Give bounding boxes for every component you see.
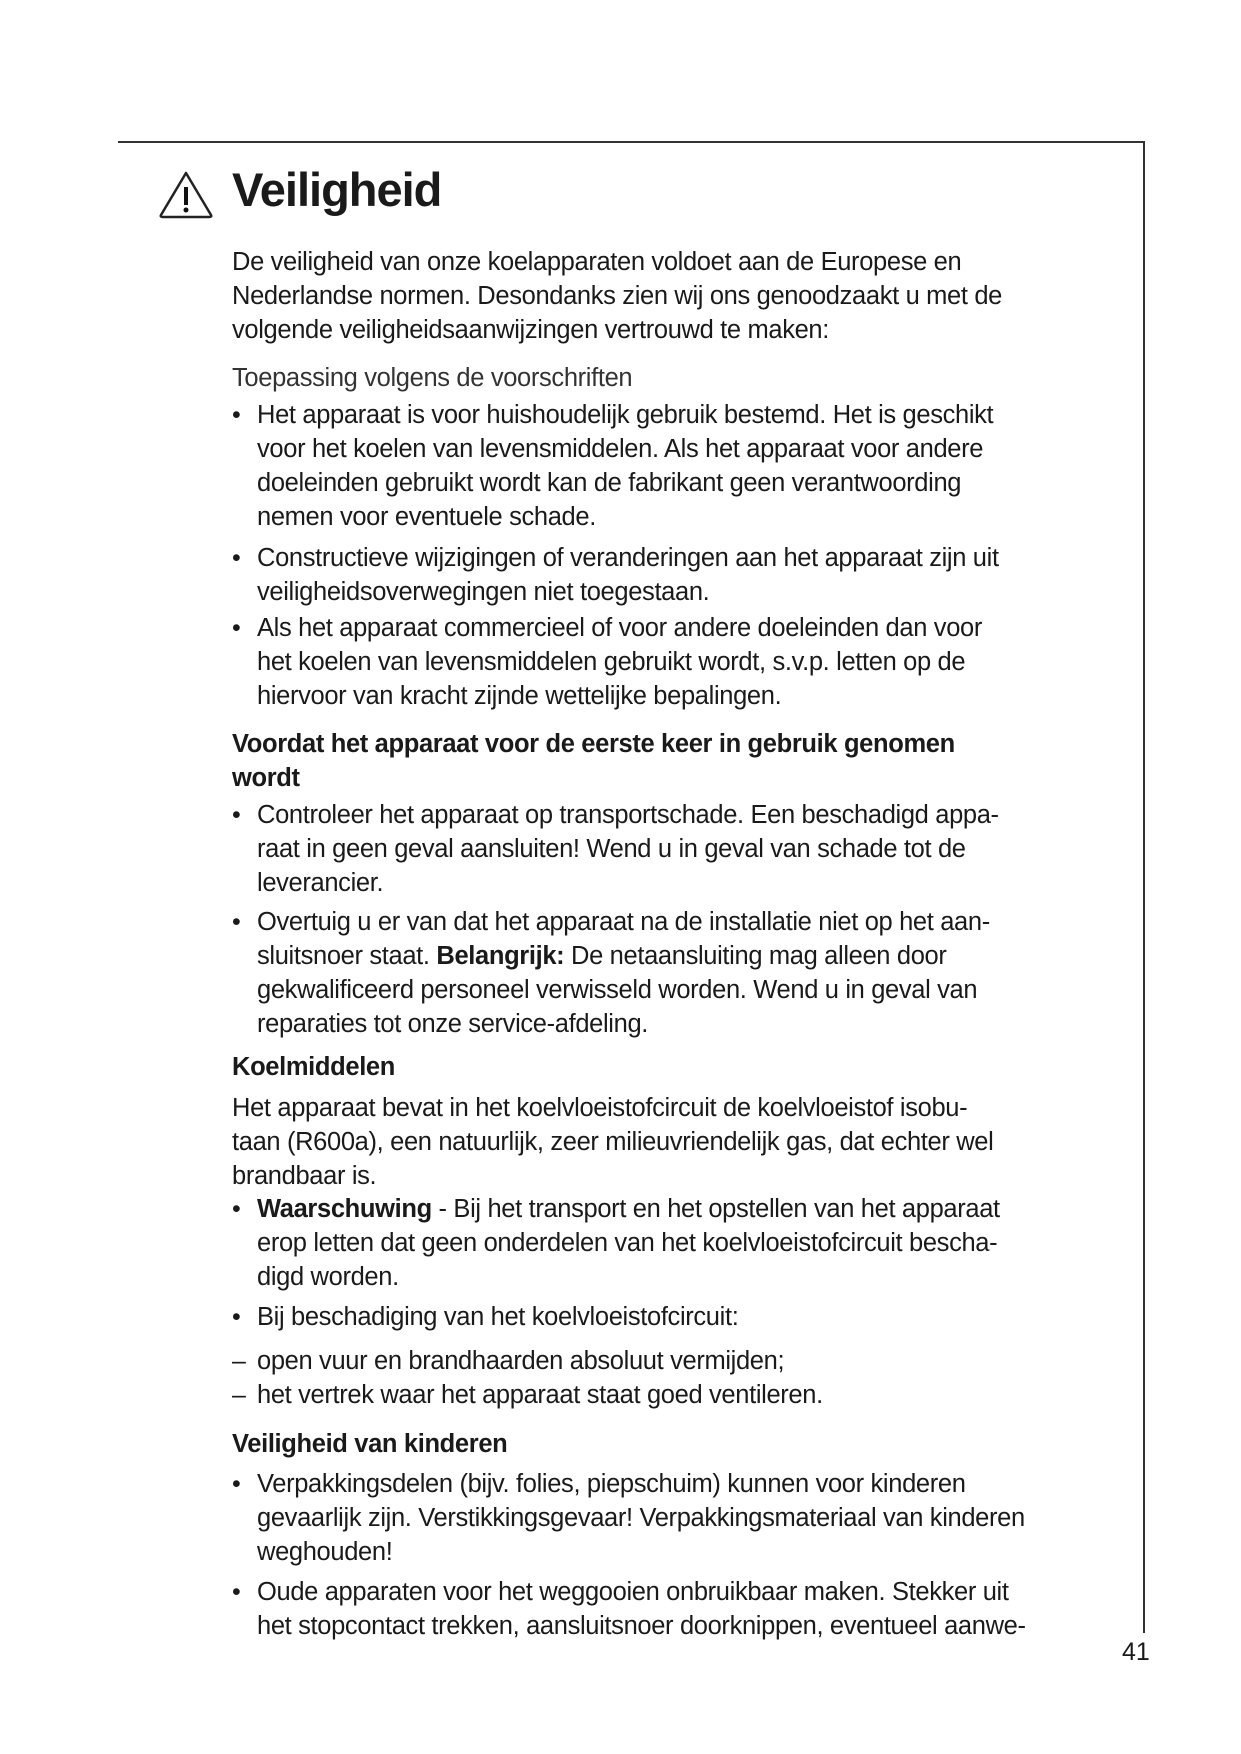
bold-text: Waarschuwing xyxy=(257,1195,432,1223)
text-segment: De netaansluiting mag alleen door xyxy=(564,942,947,970)
text-segment: taan (R600a), een natuurlijk, zeer milieuvriendelijk gas, dat echter wel xyxy=(232,1128,994,1156)
text-segment: Voordat het apparaat voor de eerste keer in gebruik genomen xyxy=(232,730,955,758)
text-segment: Nederlandse normen. Desondanks zien wij ons genoodzaakt u met de xyxy=(232,282,1002,310)
text-line xyxy=(257,905,990,939)
text-line xyxy=(257,1260,399,1294)
text-segment: het vertrek waar het apparaat staat goed ventileren. xyxy=(257,1381,823,1409)
text-segment: het koelen van levensmiddelen gebruikt wordt, s.v.p. letten op de xyxy=(257,648,966,676)
text-segment: digd worden. xyxy=(257,1263,399,1291)
section-heading xyxy=(232,727,955,761)
text-segment: Verpakkingsdelen (bijv. folies, piepschuim) kunnen voor kinderen xyxy=(257,1470,966,1498)
text-line xyxy=(257,1378,823,1412)
text-line xyxy=(257,398,993,432)
text-segment: Veiligheid van kinderen xyxy=(232,1430,508,1458)
text-segment: Bij beschadiging van het koelvloeistofcircuit: xyxy=(257,1303,739,1331)
bullet-icon: • xyxy=(232,908,241,936)
dash-icon: – xyxy=(232,1381,246,1409)
text-line xyxy=(232,1159,376,1193)
bullet-icon: • xyxy=(232,1470,241,1498)
text-segment: het stopcontact trekken, aansluitsnoer doorknippen, eventueel aanwe- xyxy=(257,1612,1026,1640)
section-heading xyxy=(232,1050,395,1084)
text-line xyxy=(232,313,829,347)
text-line xyxy=(257,1467,966,1501)
text-line xyxy=(232,1091,967,1125)
text-line xyxy=(257,575,709,609)
text-line xyxy=(232,245,961,279)
text-line xyxy=(232,1125,993,1159)
text-segment: reparaties tot onze service-afdeling. xyxy=(257,1010,649,1038)
text-segment: open vuur en brandhaarden absoluut vermijden; xyxy=(257,1347,785,1375)
section-heading xyxy=(232,761,300,795)
text-segment: Als het apparaat commercieel of voor andere doeleinden dan voor xyxy=(257,614,982,642)
bullet-icon: • xyxy=(232,1578,241,1606)
text-segment: weghouden! xyxy=(257,1538,393,1566)
text-line xyxy=(257,500,596,534)
section-heading xyxy=(232,1427,507,1461)
top-rule xyxy=(118,141,1144,143)
text-line xyxy=(257,1300,738,1334)
text-segment: wordt xyxy=(232,764,300,792)
text-line xyxy=(257,832,966,866)
text-segment: voor het koelen van levensmiddelen. Als het apparaat voor andere xyxy=(257,435,984,463)
text-segment: gekwalificeerd personeel verwisseld worden. Wend u in geval van xyxy=(257,976,978,1004)
text-line xyxy=(257,432,983,466)
text-line xyxy=(257,973,977,1007)
text-segment: leverancier. xyxy=(257,869,384,897)
text-segment: Het apparaat bevat in het koelvloeistofcircuit de koelvloeistof isobu- xyxy=(232,1094,968,1122)
text-segment: Constructieve wijzigingen of veranderingen aan het apparaat zijn uit xyxy=(257,544,999,572)
bullet-icon: • xyxy=(232,401,241,429)
text-line xyxy=(257,1501,1025,1535)
warning-triangle-icon xyxy=(158,170,214,220)
text-segment: Toepassing volgens de voorschriften xyxy=(232,364,633,392)
text-line xyxy=(257,645,965,679)
page-number: 41 xyxy=(1122,1638,1150,1666)
text-line xyxy=(257,466,961,500)
text-segment: gevaarlijk zijn. Verstikkingsgevaar! Verpakkingsmateriaal van kinderen xyxy=(257,1504,1025,1532)
text-segment: Oude apparaten voor het weggooien onbruikbaar maken. Stekker uit xyxy=(257,1578,1009,1606)
text-segment: De veiligheid van onze koelapparaten voldoet aan de Europese en xyxy=(232,248,962,276)
text-line xyxy=(257,1344,784,1378)
section-heading xyxy=(232,361,632,395)
text-segment: raat in geen geval aansluiten! Wend u in geval van schade tot de xyxy=(257,835,966,863)
bullet-icon: • xyxy=(232,801,241,829)
text-line xyxy=(257,1192,1000,1226)
text-line xyxy=(257,541,999,575)
text-segment: doeleinden gebruikt wordt kan de fabrikant geen verantwoording xyxy=(257,469,962,497)
text-line xyxy=(257,1226,997,1260)
text-segment: veiligheidsoverwegingen niet toegestaan. xyxy=(257,578,710,606)
text-segment: sluitsnoer staat. xyxy=(257,942,437,970)
text-line xyxy=(257,939,947,973)
text-line xyxy=(257,1575,1009,1609)
bullet-icon: • xyxy=(232,614,241,642)
text-line xyxy=(257,1535,392,1569)
text-segment: brandbaar is. xyxy=(232,1162,377,1190)
text-segment: hiervoor van kracht zijnde wettelijke bepalingen. xyxy=(257,682,782,710)
bullet-icon: • xyxy=(232,544,241,572)
page-title: Veiligheid xyxy=(232,163,442,216)
text-segment: - Bij het transport en het opstellen van het apparaat xyxy=(431,1195,1000,1223)
text-line xyxy=(257,1609,1026,1643)
text-segment: Overtuig u er van dat het apparaat na de installatie niet op het aan- xyxy=(257,908,990,936)
text-line xyxy=(257,611,982,645)
text-segment: Het apparaat is voor huishoudelijk gebruik bestemd. Het is geschikt xyxy=(257,401,994,429)
text-line xyxy=(257,866,383,900)
text-line xyxy=(257,679,781,713)
bullet-icon: • xyxy=(232,1303,241,1331)
text-line xyxy=(257,798,999,832)
bold-text: Belangrijk: xyxy=(436,942,565,970)
text-line xyxy=(257,1007,648,1041)
dash-icon: – xyxy=(232,1347,246,1375)
bullet-icon: • xyxy=(232,1195,241,1223)
text-line xyxy=(232,279,1002,313)
text-segment: Koelmiddelen xyxy=(232,1053,395,1081)
text-segment: nemen voor eventuele schade. xyxy=(257,503,596,531)
text-segment: volgende veiligheidsaanwijzingen vertrouwd te maken: xyxy=(232,316,830,344)
text-segment: erop letten dat geen onderdelen van het koelvloeistofcircuit bescha- xyxy=(257,1229,998,1257)
right-rule xyxy=(1143,141,1145,1633)
text-segment: Controleer het apparaat op transportschade. Een beschadigd appa- xyxy=(257,801,999,829)
